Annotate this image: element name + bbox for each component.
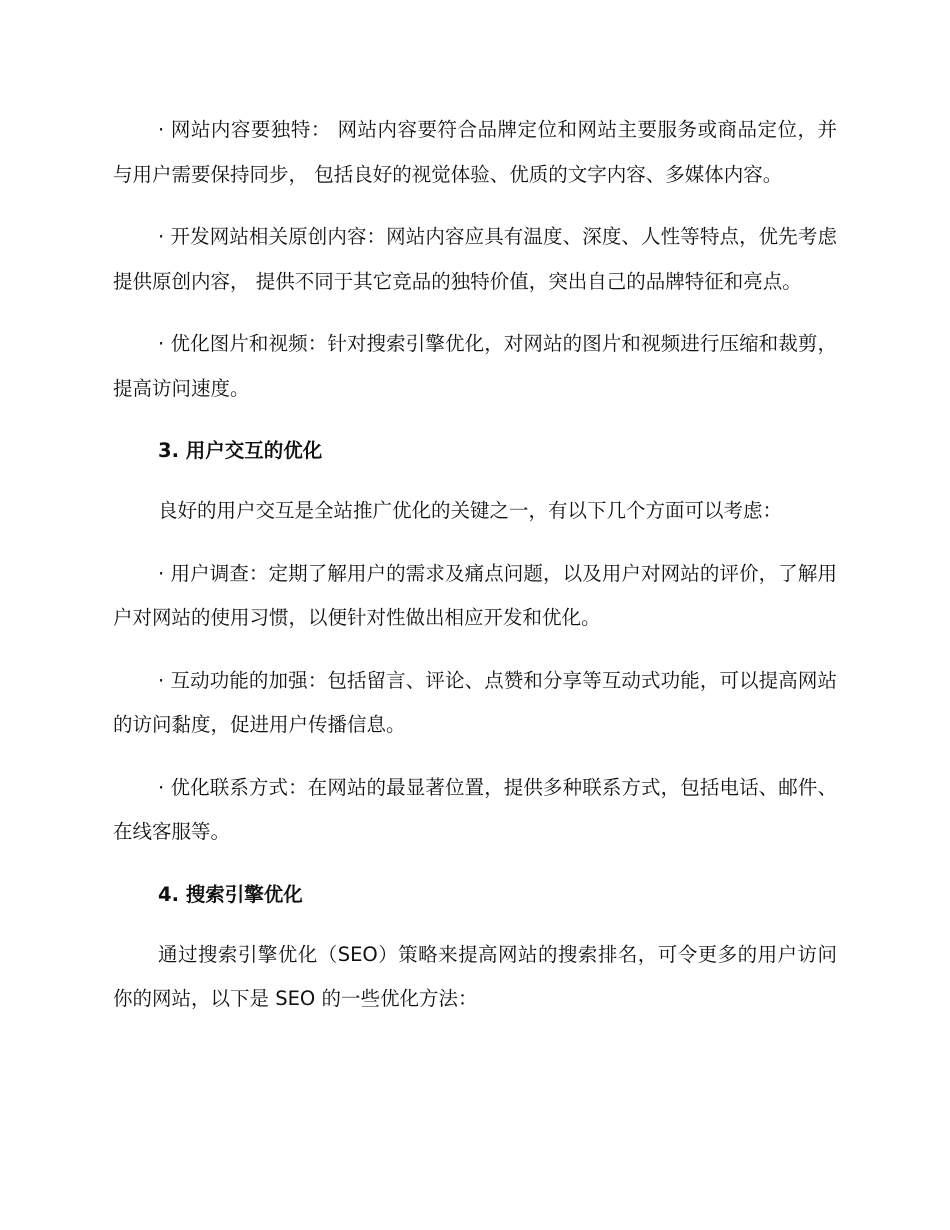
section-heading-seo: 4. 搜索引擎优化 xyxy=(158,882,303,906)
bullet-optimize-media: · 优化图片和视频：针对搜索引擎优化，对网站的图片和视频进行压缩和裁剪，提高访问速度。 xyxy=(113,332,837,400)
bullet-contact-methods: · 优化联系方式：在网站的最显著位置，提供多种联系方式，包括电话、邮件、在线客服等。 xyxy=(113,775,837,843)
bullet-interactive-features: · 互动功能的加强：包括留言、评论、点赞和分享等互动式功能，可以提高网站的访问黏度，促进用户传播信息。 xyxy=(113,668,837,736)
bullet-user-survey: · 用户调查：定期了解用户的需求及痛点问题，以及用户对网站的评价，了解用户对网站的使用习惯，以便针对性做出相应开发和优化。 xyxy=(113,561,837,629)
paragraph-user-interaction-intro: 良好的用户交互是全站推广优化的关键之一，有以下几个方面可以考虑： xyxy=(158,499,783,522)
section-heading-user-interaction: 3. 用户交互的优化 xyxy=(158,439,323,462)
bullet-original-content: · 开发网站相关原创内容：网站内容应具有温度、深度、人性等特点，优先考虑提供原创内容， 提供不同于其它竞品的独特价值，突出自己的品牌特征和亮点。 xyxy=(113,225,837,293)
bullet-unique-content: · 网站内容要独特： 网站内容要符合品牌定位和网站主要服务或商品定位，并与用户需要保持同步， 包括良好的视觉体验、优质的文字内容、多媒体内容。 xyxy=(113,118,837,186)
paragraph-seo-intro: 通过搜索引擎优化（SEO）策略来提高网站的搜索排名，可令更多的用户访问你的网站，以下是 SEO 的一些优化方法： xyxy=(113,942,837,1010)
